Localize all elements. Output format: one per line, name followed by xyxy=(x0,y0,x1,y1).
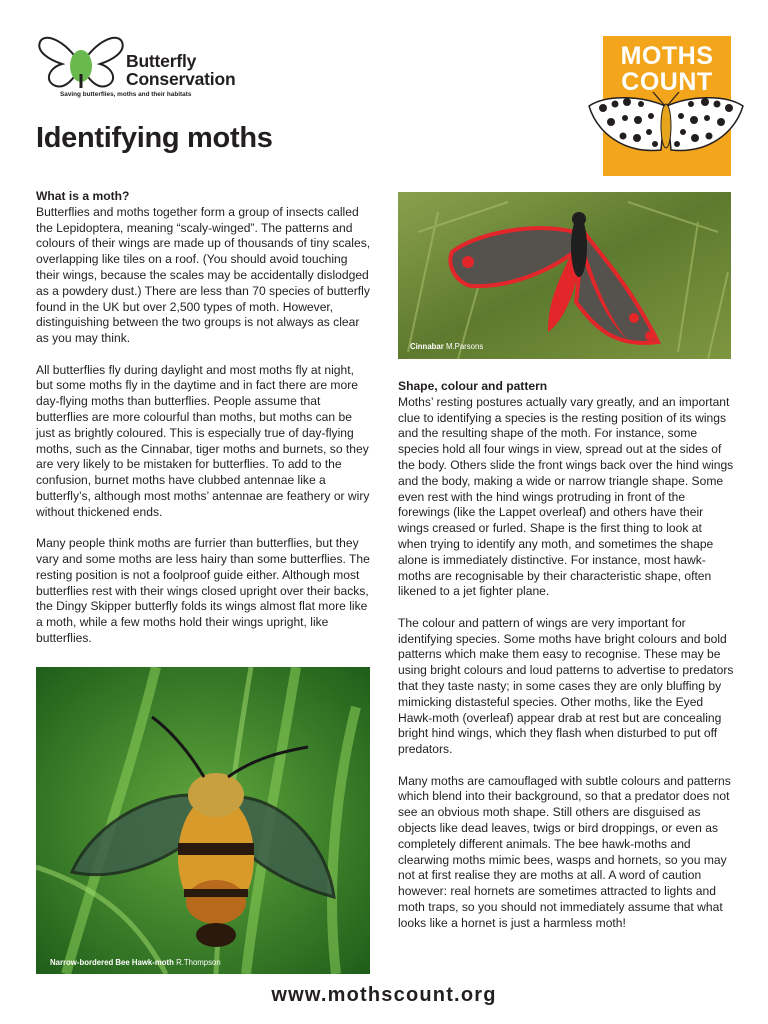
cinnabar-moth-photo xyxy=(398,192,731,359)
paragraph: Many moths are camouflaged with subtle colours and patterns which blend into their background, so that a predator does not see an obvious moth shape. Still others are disguised as objects like dead leaves, twigs or bird droppings, or even as completely different animals. The bee hawk-moths and clearwing moths mimic bees, wasps and hornets, so you may not at first realise they are moths at all. A word of caution however: real hornets are sometimes attracted to lights and moth traps, so you should not immediately assume that what looks like a hornet is just a harmless moth! xyxy=(398,773,731,930)
badge-line1: MOTHS xyxy=(620,42,714,70)
right-column xyxy=(398,379,734,947)
moths-count-badge xyxy=(603,36,731,176)
org-name-line1: Butterfly xyxy=(126,51,197,71)
page-title: Identifying moths xyxy=(36,122,273,154)
cinnabar-caption xyxy=(410,342,483,351)
section-heading-shape-colour-pattern: Shape, colour and pattern xyxy=(398,379,548,393)
org-name-line2: Conservation xyxy=(126,69,236,89)
caption-credit: M.Parsons xyxy=(445,342,484,351)
paragraph: Moths’ resting postures actually vary greatly, and an important clue to identifying a species is the resting position of its wings and the resulting shape of the moth. For instance, some species hold all four wings in view, spread out at the sides of the body. Others slide the front wings back over the hind wings and the body, making a wide or narrow triangle shape. Some even rest with the hind wings protruding in front of the forewings (like the Lappet overleaf) and others have their wings creased or furled. Shape is the first thing to look at when trying to identify any moth, and sometimes the shape alone is immediately distinctive. For instance, most hawk-moths are recognisable by their characteristic shape, often likened to a jet fighter plane. xyxy=(398,394,734,599)
magpie-moth-icon xyxy=(583,92,748,176)
bee-hawkmoth-caption xyxy=(50,958,221,967)
bee-hawkmoth-image xyxy=(36,667,370,974)
caption-name: Narrow-bordered Bee Hawk-moth xyxy=(50,958,174,967)
bee-hawkmoth-photo xyxy=(36,667,370,974)
butterfly-logo-icon xyxy=(36,34,126,90)
org-tagline: Saving butterflies, moths and their habitats xyxy=(60,91,192,98)
caption-name: Cinnabar xyxy=(410,342,444,351)
section-heading-what-is-a-moth: What is a moth? xyxy=(36,189,130,203)
badge-line2: COUNT xyxy=(621,68,713,96)
paragraph: All butterflies fly during daylight and most moths fly at night, but some moths fly in the daytime and in fact there are more day-flying moths than butterflies. People assume that butterflies are more colourful than moths, but moths can be just as brightly coloured. This is especially true of day-flying moths, such as the Cinnabar, tiger moths and burnets, so they are very likely to be mistaken for butterflies. To add to the confusion, burnet moths have clubbed antennae like a butterfly’s, although most moths’ antennae are feathery or wiry without thickened ends. xyxy=(36,362,370,519)
caption-credit: R.Thompson xyxy=(176,958,221,967)
left-column xyxy=(36,189,372,662)
footer-url-link[interactable]: www.mothscount.org xyxy=(271,984,497,1006)
paragraph: The colour and pattern of wings are very important for identifying species. Some moths have bright colours and bold patterns which make them easy to recognise. These may be using bright colours and loud patterns to advertise to predators that they taste nasty; in some cases they are only bluffing by mimicking distasteful species. Other moths, like the Eyed Hawk-moth (overleaf) appear drab at rest but are concealing bright hind wings, which they flash when disturbed to put off predators. xyxy=(398,615,734,757)
paragraph: Many people think moths are furrier than butterflies, but they vary and some moths are less hairy than some butterflies. The resting position is not a foolproof guide either. Although most butterflies rest with their wings closed upright over their backs, the Dingy Skipper butterfly folds its wings almost flat more like a moth, while a few moths hold their wings upright, like butterflies. xyxy=(36,536,370,645)
butterfly-conservation-logo xyxy=(36,34,276,104)
cinnabar-moth-image xyxy=(398,192,731,359)
paragraph: Butterflies and moths together form a group of insects called the Lepidoptera, meaning “scaly-winged”. The patterns and colours of their wings are made up of thousands of tiny scales, overlapping like tiles on a roof. (You should avoid touching their wings, because the scales may be accidentally dislodged as a powdery dust.) There are less than 70 species of butterfly found in the UK but over 2,500 types of moth. However, distinguishing between the two groups is not always as clear as you may think. xyxy=(36,204,371,346)
